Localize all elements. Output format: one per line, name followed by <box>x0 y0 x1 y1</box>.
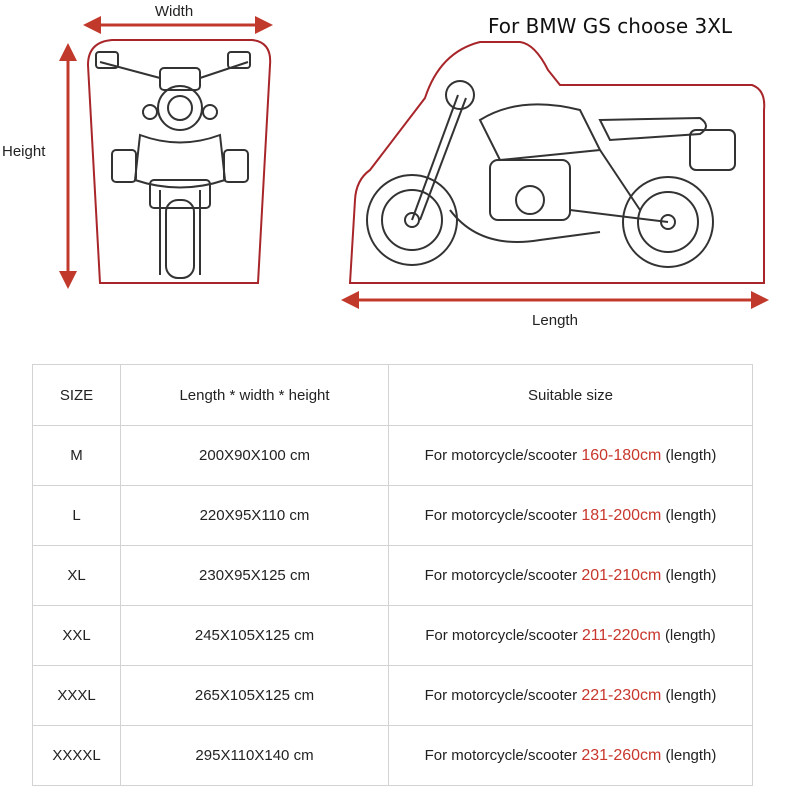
suitable-cell <box>389 666 753 726</box>
header-size: SIZE <box>33 365 121 426</box>
suitable-prefix: For motorcycle/scooter <box>424 566 578 584</box>
suitable-cell <box>389 426 753 486</box>
length-range: 201-210cm <box>581 566 662 584</box>
bmw-gs-note: For BMW GS choose 3XL <box>488 14 733 38</box>
dimensions-cell: 230X95X125 cm <box>121 546 389 606</box>
suitable-cell <box>389 546 753 606</box>
length-label: Length <box>532 312 578 329</box>
motorcycle-side-icon <box>367 81 735 267</box>
dimensions-cell: 245X105X125 cm <box>121 606 389 666</box>
table-row <box>33 486 753 546</box>
length-range: 211-220cm <box>581 626 661 644</box>
height-label: Height <box>2 143 46 160</box>
header-suitable-size: Suitable size <box>389 365 753 426</box>
suitable-suffix: (length) <box>665 506 717 524</box>
table-row <box>33 426 753 486</box>
size-chart-table <box>32 364 753 786</box>
suitable-prefix: For motorcycle/scooter <box>424 446 578 464</box>
size-cell: XL <box>33 546 121 606</box>
suitable-suffix: (length) <box>665 446 717 464</box>
length-range: 231-260cm <box>581 746 662 764</box>
dimensions-cell: 220X95X110 cm <box>121 486 389 546</box>
size-cell: L <box>33 486 121 546</box>
cover-dimension-diagram <box>0 0 800 345</box>
suitable-suffix: (length) <box>665 566 717 584</box>
size-cell: XXL <box>33 606 121 666</box>
dimensions-cell: 265X105X125 cm <box>121 666 389 726</box>
table-row <box>33 606 753 666</box>
suitable-cell <box>389 726 753 786</box>
suitable-prefix: For motorcycle/scooter <box>425 626 578 644</box>
dimensions-cell: 200X90X100 cm <box>121 426 389 486</box>
side-cover-outline <box>350 42 764 283</box>
size-cell: M <box>33 426 121 486</box>
suitable-suffix: (length) <box>665 686 717 704</box>
suitable-prefix: For motorcycle/scooter <box>424 686 578 704</box>
suitable-suffix: (length) <box>665 746 717 764</box>
table-row <box>33 666 753 726</box>
dimensions-cell: 295X110X140 cm <box>121 726 389 786</box>
size-cell: XXXXL <box>33 726 121 786</box>
suitable-prefix: For motorcycle/scooter <box>424 746 578 764</box>
width-label: Width <box>154 3 194 20</box>
length-range: 160-180cm <box>581 446 662 464</box>
suitable-prefix: For motorcycle/scooter <box>424 506 578 524</box>
table-row <box>33 546 753 606</box>
table-row <box>33 726 753 786</box>
size-cell: XXXL <box>33 666 121 726</box>
table-header-row <box>33 365 753 426</box>
motorcycle-front-icon <box>96 52 250 278</box>
length-range: 221-230cm <box>581 686 662 704</box>
suitable-suffix: (length) <box>664 626 716 644</box>
suitable-cell <box>389 486 753 546</box>
length-range: 181-200cm <box>581 506 662 524</box>
suitable-cell <box>389 606 753 666</box>
front-cover-outline <box>88 40 270 283</box>
header-dimensions: Length * width * height <box>121 365 389 426</box>
